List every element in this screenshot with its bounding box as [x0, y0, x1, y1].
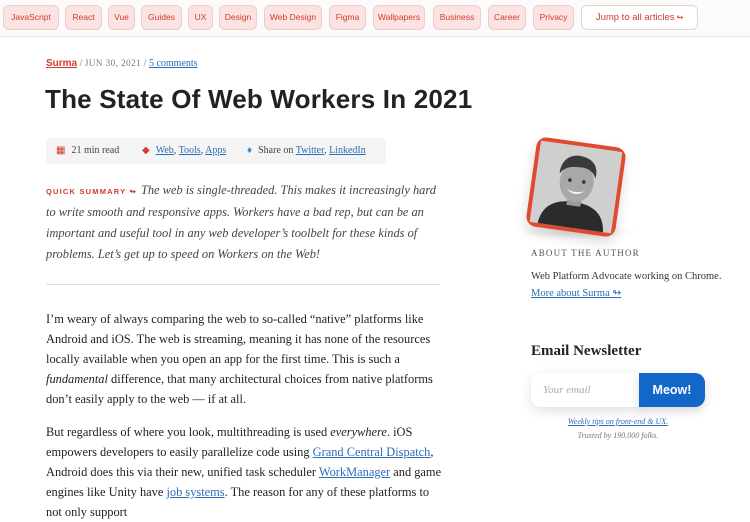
tag-icon: ◆ [142, 145, 150, 156]
paragraph-text: difference, that many architectural choices from native platforms don’t easily apply to the web — if at all. [46, 372, 433, 406]
paragraph-text: . iOS empowers developers to easily parallelize code using [46, 425, 413, 459]
read-time-label: 21 min read [71, 145, 120, 156]
separator: / [79, 58, 85, 69]
paragraph-text: I’m weary of always comparing the web to so-called “native” platforms like Android and iOS. The web is streaming, meaning it has none of the resources locally available when you open an app for the first time. This is such a [46, 312, 431, 366]
paragraph-text: . The reason for any of these platforms to not only support [46, 485, 430, 519]
quick-summary [46, 180, 446, 265]
workmanager-link[interactable]: WorkManager [318, 465, 391, 479]
gcd-link[interactable]: Grand Central Dispatch [312, 445, 431, 459]
nav-tag-web-design[interactable]: Web Design [264, 5, 322, 30]
jump-label: Jump to all articles [595, 12, 675, 23]
subscribe-button[interactable]: Meow! [639, 373, 705, 407]
about-text: Web Platform Advocate working on Chrome. [531, 271, 722, 282]
nav-tag-design[interactable]: Design [219, 5, 257, 30]
article-info-bar [46, 138, 386, 164]
paragraph-text: , Android does this via their new, unified task scheduler [46, 445, 434, 479]
publish-date: JUN 30, 2021 [84, 58, 142, 68]
summary-text: The web is single-threaded. This makes it increasingly hard to write smooth and responsive apps. Workers have a bad rep, but can be an important and useful tool in any web developer’s toolbelt for these kinds of problems. Let’s get up to speed on Workers on the Web! [46, 183, 436, 261]
tag-link-apps[interactable]: Apps [205, 145, 227, 156]
nav-tag-react[interactable]: React [65, 5, 102, 30]
about-author-heading: ABOUT THE AUTHOR [531, 248, 640, 258]
separator: / [143, 58, 149, 69]
tag-link-tools[interactable]: Tools [178, 145, 201, 156]
emphasis-text: fundamental [46, 372, 108, 386]
newsletter-heading: Email Newsletter [531, 343, 642, 359]
emphasis-text: everywhere [330, 425, 387, 439]
nav-tag-wallpapers[interactable]: Wallpapers [373, 5, 425, 30]
comments-link[interactable]: 5 comments [148, 58, 198, 69]
jump-to-articles-button[interactable] [581, 5, 698, 30]
paragraph-text: But regardless of where you look, multithreading is used [46, 425, 331, 439]
nav-tag-guides[interactable]: Guides [141, 5, 182, 30]
author-link[interactable]: Surma [46, 58, 78, 69]
weekly-tips-link[interactable]: Weekly tips on front-end & UX. [567, 417, 669, 426]
share-twitter-link[interactable]: Twitter [295, 145, 325, 156]
share-label: Share on [258, 145, 294, 156]
article-meta [46, 58, 198, 69]
nav-tag-vue[interactable]: Vue [108, 5, 135, 30]
divider [46, 284, 440, 285]
nav-tag-figma[interactable]: Figma [329, 5, 366, 30]
share-linkedin-link[interactable]: LinkedIn [329, 145, 366, 156]
twitter-icon: ♦ [247, 145, 253, 156]
article-paragraph [46, 309, 446, 409]
article-title: The State Of Web Workers In 2021 [45, 84, 473, 114]
author-photo [530, 141, 623, 234]
article-paragraph [46, 422, 446, 522]
calendar-icon: ▦ [56, 145, 66, 156]
nav-tag-privacy[interactable]: Privacy [533, 5, 574, 30]
nav-tag-ux[interactable]: UX [188, 5, 213, 30]
nav-tag-career[interactable]: Career [488, 5, 526, 30]
arrow-icon: ↬ [676, 13, 684, 22]
more-about-author-link[interactable]: More about Surma ↬ [531, 288, 622, 299]
share-links: ♦ Share on Twitter, LinkedIn [247, 145, 366, 156]
email-input[interactable]: Your email [531, 373, 643, 407]
quick-summary-label: QUICK SUMMARY ↬ [46, 187, 137, 196]
about-author-text [531, 268, 731, 302]
top-navigation [0, 0, 750, 37]
job-systems-link[interactable]: job systems [166, 485, 225, 499]
author-avatar-frame [525, 136, 627, 238]
author-avatar [530, 141, 623, 234]
paragraph-text: and game engines like Unity have [46, 465, 442, 499]
tag-link-web[interactable]: Web [155, 145, 174, 156]
trusted-by-text: Trusted by 190.000 folks. [577, 431, 659, 440]
read-time [56, 138, 119, 164]
nav-tag-business[interactable]: Business [433, 5, 481, 30]
article-tags: ◆ Web, Tools, Apps [142, 145, 227, 156]
nav-tag-javascript[interactable]: JavaScript [3, 5, 59, 30]
